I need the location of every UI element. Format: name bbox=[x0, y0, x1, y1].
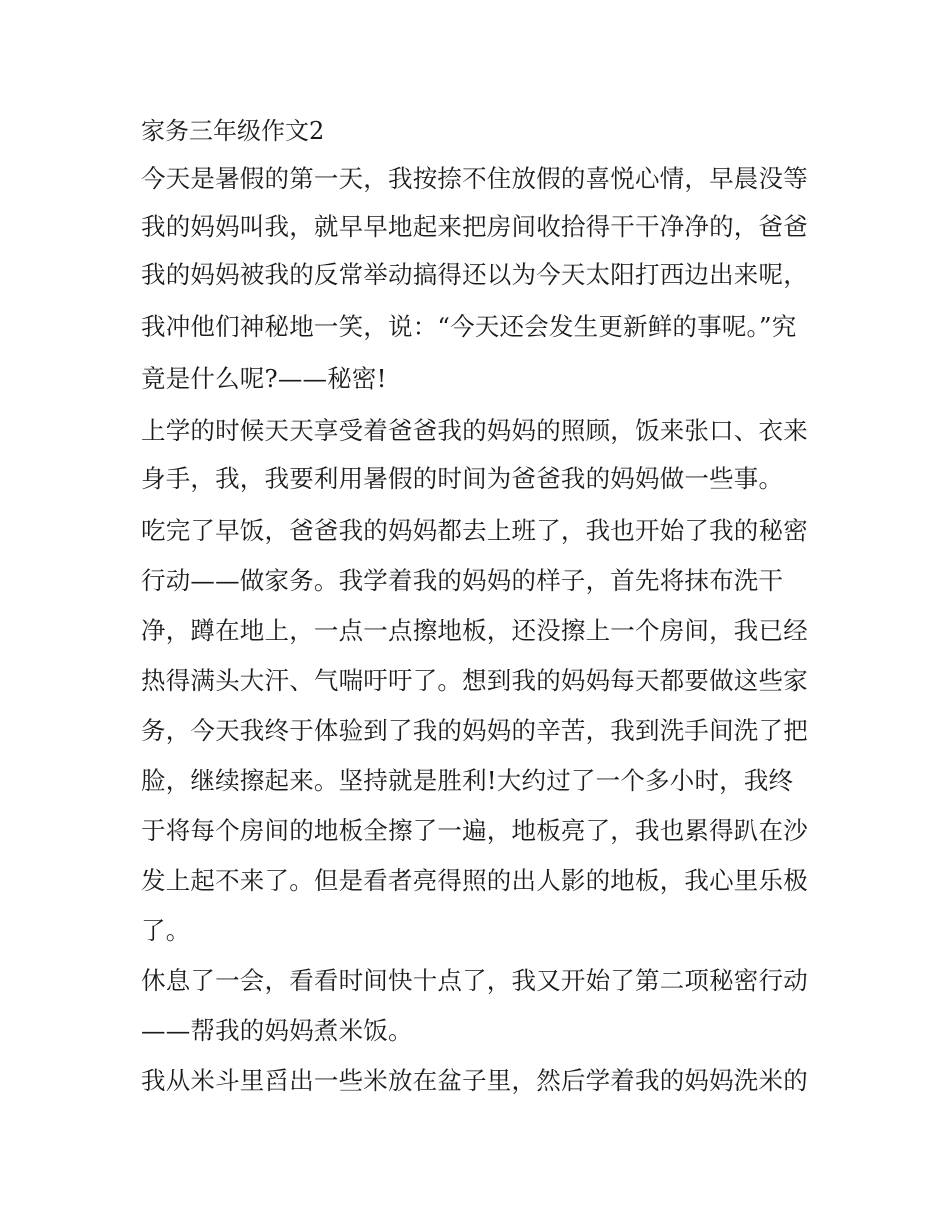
text-line: 上学的时候天天享受着爸爸我的妈妈的照顾，饭来张口、衣来 bbox=[141, 416, 808, 445]
text-line: 竟是什么呢?——秘密! bbox=[141, 364, 387, 393]
text-line: 净，蹲在地上，一点一点擦地板，还没擦上一个房间，我已经 bbox=[141, 616, 808, 645]
text-line: 今天是暑假的第一天，我按捺不住放假的喜悦心情，早晨没等 bbox=[141, 164, 808, 193]
document-title: 家务三年级作文2 bbox=[141, 117, 325, 145]
text-line: ——帮我的妈妈煮米饭。 bbox=[141, 1016, 413, 1045]
text-line: 休息了一会，看看时间快十点了，我又开始了第二项秘密行动 bbox=[141, 966, 808, 995]
text-line: 身手，我，我要利用暑假的时间为爸爸我的妈妈做一些事。 bbox=[141, 464, 784, 493]
text-line: 行动——做家务。我学着我的妈妈的样子，首先将抹布洗干 bbox=[141, 566, 784, 595]
text-line: 我冲他们神秘地一笑，说：“今天还会发生更新鲜的事呢。”究 bbox=[141, 312, 797, 341]
text-line: 我的妈妈被我的反常举动搞得还以为今天太阳打西边出来呢， bbox=[141, 260, 808, 289]
text-line: 脸，继续擦起来。坚持就是胜利!大约过了一个多小时，我终 bbox=[141, 766, 794, 795]
text-line: 我从米斗里舀出一些米放在盆子里，然后学着我的妈妈洗米的 bbox=[141, 1066, 808, 1095]
text-line: 于将每个房间的地板全擦了一遍，地板亮了，我也累得趴在沙 bbox=[141, 816, 808, 845]
text-line: 热得满头大汗、气喘吁吁了。想到我的妈妈每天都要做这些家 bbox=[141, 666, 808, 695]
text-line: 了。 bbox=[141, 916, 191, 945]
text-line: 发上起不来了。但是看者亮得照的出人影的地板，我心里乐极 bbox=[141, 866, 808, 895]
text-line: 吃完了早饭，爸爸我的妈妈都去上班了，我也开始了我的秘密 bbox=[141, 516, 808, 545]
text-line: 我的妈妈叫我，就早早地起来把房间收拾得干干净净的，爸爸 bbox=[141, 212, 808, 241]
text-line: 务，今天我终于体验到了我的妈妈的辛苦，我到洗手间洗了把 bbox=[141, 716, 808, 745]
